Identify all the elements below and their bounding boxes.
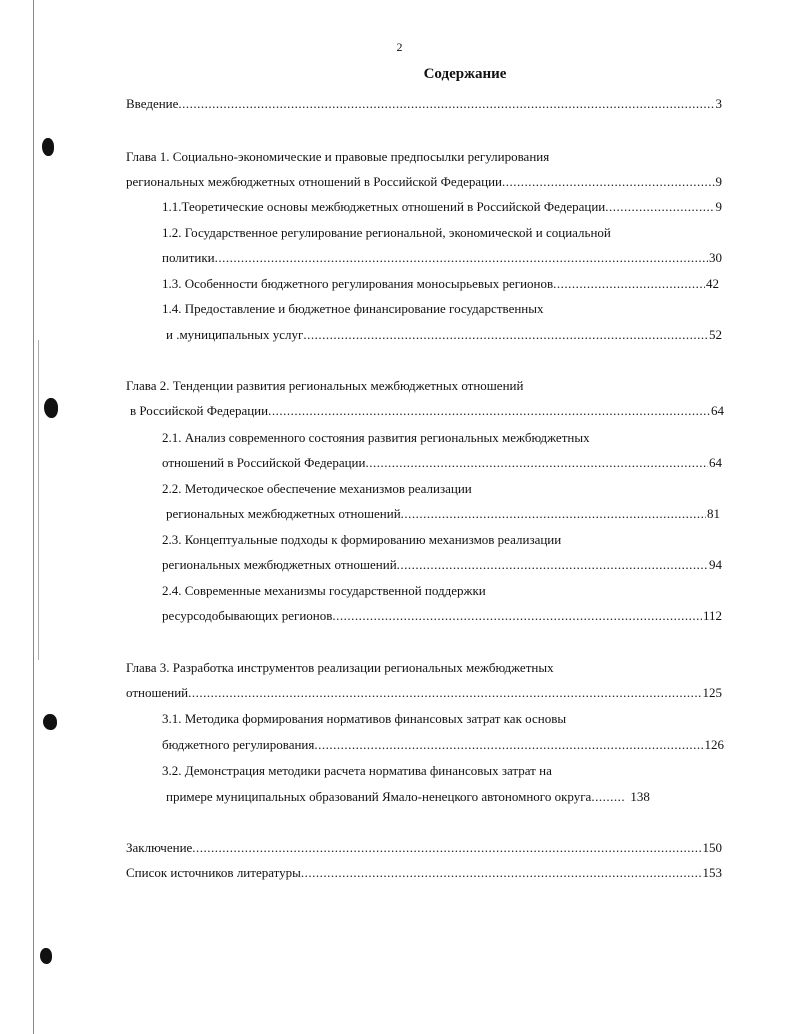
toc-section-1-2[interactable]: [162, 250, 722, 268]
toc-section-2-1-heading[interactable]: 2.1. Анализ современного состояния развития региональных межбюджетных: [162, 430, 590, 445]
toc-section-2-3-heading[interactable]: 2.3. Концептуальные подходы к формированию механизмов реализации: [162, 532, 562, 547]
leader-dots: [332, 608, 702, 624]
toc-page-number: 42: [706, 276, 719, 291]
toc-page-number: 30: [709, 250, 722, 265]
scan-edge-line: [33, 0, 34, 1034]
leader-dots: [591, 789, 625, 805]
toc-section-1-2-heading[interactable]: 1.2. Государственное регулирование региональной, экономической и социальной: [162, 225, 611, 240]
toc-page-number: 3: [715, 96, 722, 111]
toc-chapter-2[interactable]: [130, 403, 724, 421]
toc-section-1-4-heading[interactable]: 1.4. Предоставление и бюджетное финансирование государственных: [162, 301, 544, 316]
toc-chapter-2-heading[interactable]: Глава 2. Тенденции развития региональных межбюджетных отношений: [126, 378, 524, 393]
leader-dots: [188, 685, 701, 701]
punch-hole-mark: [42, 138, 54, 156]
leader-dots: [502, 174, 714, 190]
toc-section-3-1-heading[interactable]: 3.1. Методика формирования нормативов финансовых затрат как основы: [162, 711, 567, 726]
leader-dots: [314, 737, 703, 753]
leader-dots: [215, 250, 708, 266]
toc-section-2-2-heading[interactable]: 2.2. Методическое обеспечение механизмов реализации: [162, 481, 472, 496]
punch-hole-mark: [43, 714, 57, 730]
punch-hole-mark: [44, 398, 58, 418]
toc-page-number: 64: [709, 455, 722, 470]
leader-dots: [365, 455, 708, 471]
leader-dots: [397, 557, 708, 573]
page-number: 2: [396, 40, 403, 54]
toc-section-2-4[interactable]: [162, 608, 722, 626]
toc-page-number: 150: [702, 840, 722, 855]
page-title: Содержание: [423, 66, 507, 82]
leader-dots: [401, 506, 706, 522]
toc-section-1-4[interactable]: [166, 327, 722, 345]
toc-entry-conclusion[interactable]: [126, 840, 722, 858]
toc-chapter-1-heading[interactable]: Глава 1. Социально-экономические и правовые предпосылки регулирования: [126, 149, 550, 164]
toc-page-number: 9: [715, 174, 722, 189]
toc-entry-text: ресурсодобывающих регионов: [162, 608, 333, 623]
punch-hole-mark: [40, 948, 52, 964]
leader-dots: [605, 199, 714, 215]
toc-entry-intro[interactable]: [126, 96, 722, 114]
toc-section-2-3[interactable]: [162, 557, 722, 575]
leader-dots: [303, 327, 708, 343]
toc-section-2-4-heading[interactable]: 2.4. Современные механизмы государственной поддержки: [162, 583, 486, 598]
toc-entry-text: и .муниципальных услуг: [166, 327, 304, 342]
toc-entry-text: 1.1.Теоретические основы межбюджетных отношений в Российской Федерации: [162, 199, 606, 214]
toc-page-number: 153: [702, 865, 722, 880]
toc-entry-text: региональных межбюджетных отношений в Российской Федерации: [126, 174, 503, 189]
toc-page-number: 94: [709, 557, 722, 572]
toc-entry-text: Список источников литературы: [126, 865, 301, 880]
leader-dots: [192, 840, 701, 856]
toc-section-1-1[interactable]: [162, 199, 722, 217]
toc-page-number: 9: [715, 199, 722, 214]
toc-entry-text: отношений: [126, 685, 189, 700]
toc-entry-text: Заключение: [126, 840, 193, 855]
toc-chapter-1[interactable]: [126, 174, 722, 192]
leader-dots: [301, 865, 702, 881]
scan-edge-line: [38, 340, 39, 660]
toc-section-2-1[interactable]: [162, 455, 722, 473]
toc-chapter-3[interactable]: [126, 685, 722, 703]
toc-page-number: 81: [707, 506, 720, 521]
toc-entry-text: региональных межбюджетных отношений: [166, 506, 401, 521]
leader-dots: [553, 276, 705, 292]
toc-page-number: 52: [709, 327, 722, 342]
toc-entry-text: отношений в Российской Федерации: [162, 455, 366, 470]
toc-page-number: 112: [702, 608, 722, 623]
toc-section-3-2[interactable]: [166, 789, 724, 807]
toc-entry-text: региональных межбюджетных отношений: [162, 557, 397, 572]
leader-dots: [268, 403, 710, 419]
toc-section-1-3[interactable]: [162, 276, 719, 294]
toc-section-2-2[interactable]: [166, 506, 720, 524]
toc-entry-text: бюджетного регулирования: [162, 737, 315, 752]
toc-page-number: 64: [711, 403, 724, 418]
toc-page-number: 126: [704, 737, 724, 752]
toc-entry-text: Введение: [126, 96, 179, 111]
toc-entry-references[interactable]: [126, 865, 722, 883]
toc-page-number: 138: [630, 789, 650, 804]
toc-page-number: 125: [702, 685, 722, 700]
toc-entry-text: в Российской Федерации: [130, 403, 269, 418]
toc-entry-text: политики: [162, 250, 215, 265]
toc-entry-text: 1.3. Особенности бюджетного регулирования моносырьевых регионов: [162, 276, 554, 291]
toc-section-3-1[interactable]: [162, 737, 724, 755]
toc-entry-text: примере муниципальных образований Ямало-ненецкого автономного округа: [166, 789, 592, 804]
leader-dots: [178, 96, 714, 112]
toc-section-3-2-heading[interactable]: 3.2. Демонстрация методики расчета норматива финансовых затрат на: [162, 763, 552, 778]
toc-chapter-3-heading[interactable]: Глава 3. Разработка инструментов реализации региональных межбюджетных: [126, 660, 554, 675]
